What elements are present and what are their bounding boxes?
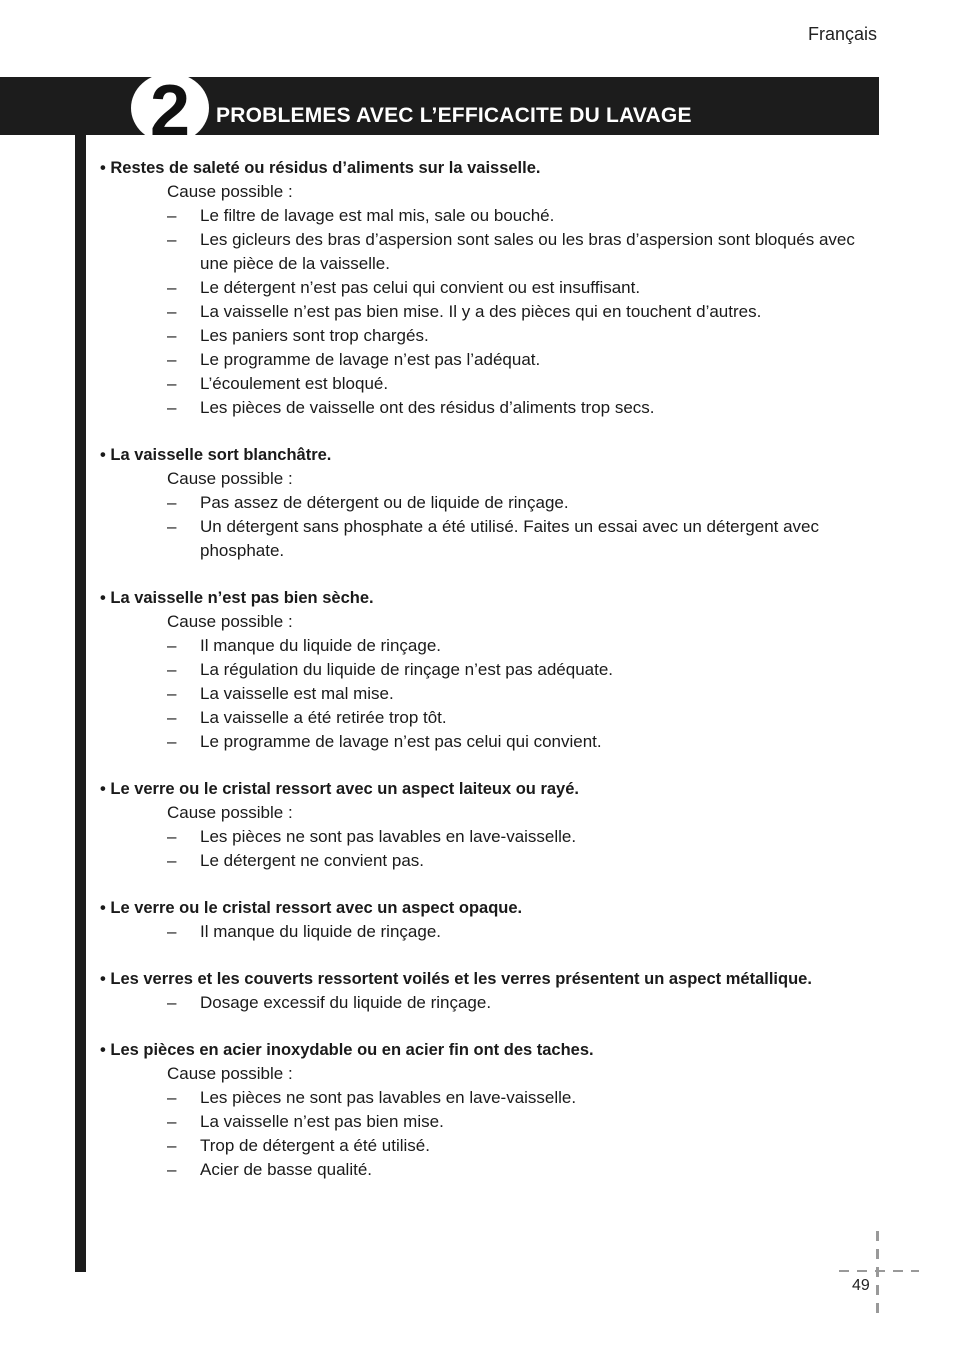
- cause-label: Cause possible :: [167, 803, 293, 822]
- cause-list: [100, 991, 880, 1015]
- list-item-text: Le détergent n’est pas celui qui convient ou est insuffisant.: [200, 278, 641, 297]
- cause-list: [100, 491, 880, 563]
- list-item: [100, 204, 880, 228]
- problem-section: [100, 896, 880, 944]
- cause-list: [100, 920, 880, 944]
- list-item-text: La vaisselle est mal mise.: [200, 684, 394, 703]
- problem-heading: • La vaisselle n’est pas bien sèche.: [100, 589, 374, 607]
- dash-marker: –: [167, 493, 177, 512]
- problem-section: [100, 777, 880, 873]
- dash-marker: –: [167, 278, 177, 297]
- list-item: [100, 1086, 880, 1110]
- dash-marker: –: [167, 206, 177, 225]
- list-item-text: Les pièces ne sont pas lavables en lave-vaisselle.: [200, 1088, 577, 1107]
- crop-mark-horizontal: [839, 1270, 919, 1272]
- dash-marker: –: [167, 827, 177, 846]
- dash-marker: –: [167, 517, 177, 536]
- list-item: [100, 348, 880, 372]
- dash-marker: –: [167, 708, 177, 727]
- left-margin-rule: [75, 135, 86, 1272]
- cause-list: [100, 1086, 880, 1182]
- list-item: [100, 515, 880, 563]
- list-item-text: Les pièces de vaisselle ont des résidus d’aliments trop secs.: [200, 398, 655, 417]
- troubleshooting-content: [100, 156, 880, 1205]
- list-item: [100, 825, 880, 849]
- dash-marker: –: [167, 1088, 177, 1107]
- problem-section: [100, 1038, 880, 1182]
- problem-section: [100, 967, 880, 1015]
- cause-label: Cause possible :: [167, 1064, 293, 1083]
- problem-section: [100, 586, 880, 754]
- list-item: [100, 658, 880, 682]
- list-item: [100, 491, 880, 515]
- list-item-text: Les paniers sont trop chargés.: [200, 326, 429, 345]
- dash-marker: –: [167, 660, 177, 679]
- list-item-text: Un détergent sans phosphate a été utilisé. Faites un essai avec un détergent avec phosphate.: [200, 517, 820, 560]
- dash-marker: –: [167, 732, 177, 751]
- page-number: 49: [852, 1277, 870, 1294]
- list-item: [100, 396, 880, 420]
- problem-section: [100, 443, 880, 563]
- list-item: [100, 1134, 880, 1158]
- list-item-text: Il manque du liquide de rinçage.: [200, 636, 441, 655]
- list-item-text: Acier de basse qualité.: [200, 1160, 372, 1179]
- list-item-text: La vaisselle n’est pas bien mise. Il y a des pièces qui en touchent d’autres.: [200, 302, 762, 321]
- dash-marker: –: [167, 374, 177, 393]
- problem-heading: • Les pièces en acier inoxydable ou en acier fin ont des taches.: [100, 1041, 594, 1059]
- list-item-text: La vaisselle a été retirée trop tôt.: [200, 708, 447, 727]
- list-item: [100, 991, 880, 1015]
- problem-heading: • Restes de saleté ou résidus d’aliments sur la vaisselle.: [100, 159, 541, 177]
- list-item: [100, 372, 880, 396]
- cause-list: [100, 825, 880, 873]
- dash-marker: –: [167, 993, 177, 1012]
- cause-label: Cause possible :: [167, 612, 293, 631]
- list-item: [100, 682, 880, 706]
- dash-marker: –: [167, 398, 177, 417]
- list-item-text: Pas assez de détergent ou de liquide de rinçage.: [200, 493, 569, 512]
- cause-label: Cause possible :: [167, 469, 293, 488]
- list-item: [100, 920, 880, 944]
- list-item: [100, 276, 880, 300]
- dash-marker: –: [167, 302, 177, 321]
- dash-marker: –: [167, 1136, 177, 1155]
- problem-heading: • Le verre ou le cristal ressort avec un aspect opaque.: [100, 899, 523, 917]
- list-item-text: Le filtre de lavage est mal mis, sale ou bouché.: [200, 206, 555, 225]
- list-item-text: Trop de détergent a été utilisé.: [200, 1136, 430, 1155]
- dash-marker: –: [167, 684, 177, 703]
- list-item: [100, 300, 880, 324]
- list-item: [100, 324, 880, 348]
- language-label: Français: [807, 24, 877, 44]
- list-item-text: Le détergent ne convient pas.: [200, 851, 424, 870]
- list-item: [100, 1110, 880, 1134]
- dash-marker: –: [167, 230, 177, 249]
- list-item: [100, 1158, 880, 1182]
- crop-mark-vertical: [876, 1231, 879, 1313]
- list-item-text: Les gicleurs des bras d’aspersion sont sales ou les bras d’aspersion sont bloqués avec une pièce de la vaisselle.: [200, 230, 855, 273]
- dash-marker: –: [167, 326, 177, 345]
- list-item-text: Le programme de lavage n’est pas l’adéquat.: [200, 350, 541, 369]
- dash-marker: –: [167, 1160, 177, 1179]
- list-item-text: La régulation du liquide de rinçage n’est pas adéquate.: [200, 660, 614, 679]
- cause-list: [100, 204, 880, 420]
- cause-label: Cause possible :: [167, 182, 293, 201]
- dash-marker: –: [167, 1112, 177, 1131]
- list-item-text: Il manque du liquide de rinçage.: [200, 922, 441, 941]
- problem-section: [100, 156, 880, 420]
- section-number: 2: [149, 71, 191, 151]
- list-item: [100, 706, 880, 730]
- dash-marker: –: [167, 922, 177, 941]
- dash-marker: –: [167, 636, 177, 655]
- list-item-text: La vaisselle n’est pas bien mise.: [200, 1112, 444, 1131]
- list-item: [100, 634, 880, 658]
- list-item: [100, 849, 880, 873]
- problem-heading: • La vaisselle sort blanchâtre.: [100, 446, 332, 464]
- section-title: PROBLEMES AVEC L’EFFICACITE DU LAVAGE: [216, 104, 692, 127]
- dash-marker: –: [167, 350, 177, 369]
- list-item: [100, 730, 880, 754]
- problem-heading: • Le verre ou le cristal ressort avec un aspect laiteux ou rayé.: [100, 780, 579, 798]
- list-item-text: Le programme de lavage n’est pas celui qui convient.: [200, 732, 602, 751]
- cause-list: [100, 634, 880, 754]
- list-item: [100, 228, 880, 276]
- dash-marker: –: [167, 851, 177, 870]
- problem-heading: • Les verres et les couverts ressortent voilés et les verres présentent un aspect métallique.: [100, 970, 812, 988]
- list-item-text: L’écoulement est bloqué.: [200, 374, 389, 393]
- list-item-text: Les pièces ne sont pas lavables en lave-vaisselle.: [200, 827, 577, 846]
- list-item-text: Dosage excessif du liquide de rinçage.: [200, 993, 492, 1012]
- section-number-badge: [131, 71, 209, 151]
